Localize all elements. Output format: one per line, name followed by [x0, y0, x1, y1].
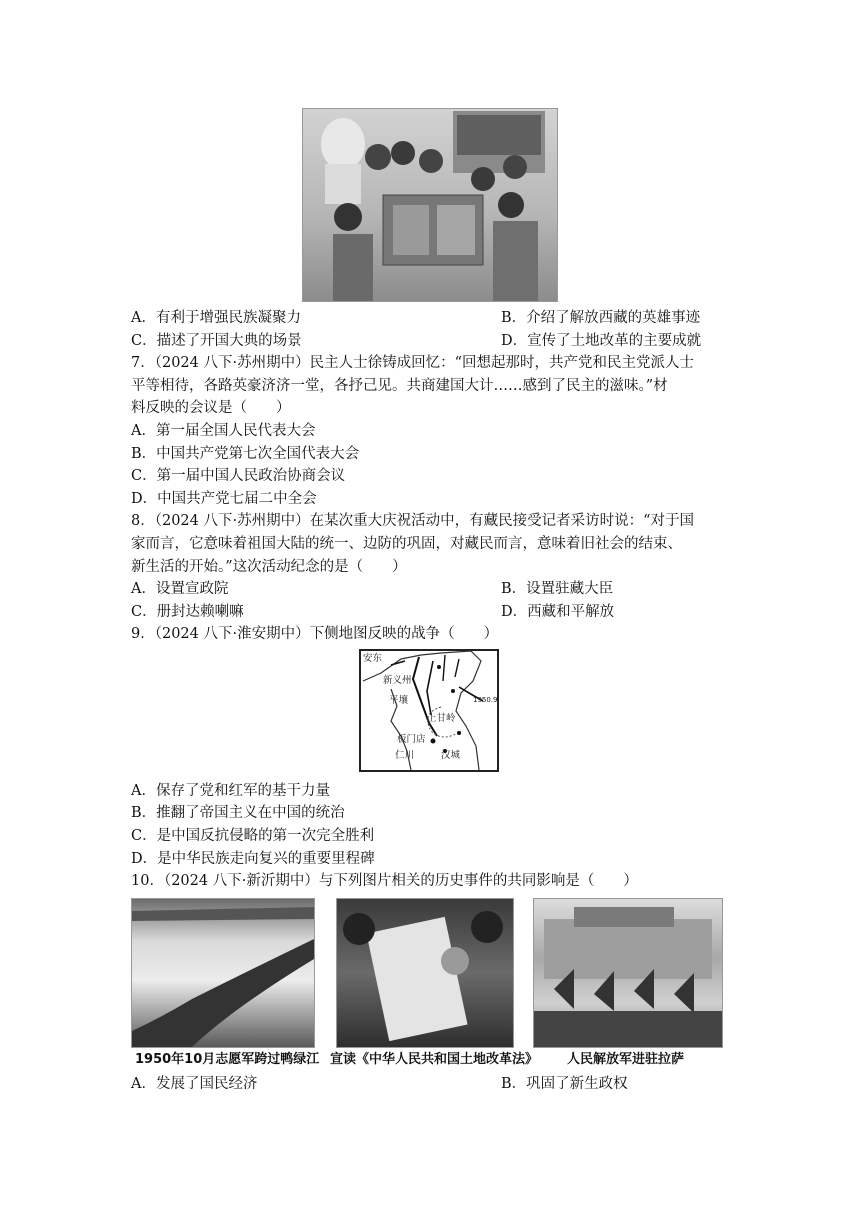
q6-poster-drawing	[303, 109, 557, 301]
q9-map-label-pingrang: 平壤	[389, 695, 409, 706]
q9-war-map	[359, 649, 499, 772]
q7-stem-line2: 平等相待，各路英豪济济一堂，各抒己见。共商建国大计……感到了民主的滋味。”材	[131, 378, 668, 394]
q6-option-b: B．介绍了解放西藏的英雄事迹	[501, 310, 701, 326]
q10-option-a: A．发展了国民经济	[131, 1076, 258, 1092]
q10-photo2-drawing	[337, 899, 513, 1047]
q9-option-b: B．推翻了帝国主义在中国的统治	[131, 805, 345, 821]
q10-photo-yalu-river	[131, 898, 315, 1048]
q9-map-label-renchuan: 仁川	[395, 750, 415, 761]
q9-map-label-shangganling: 上甘岭	[427, 713, 456, 724]
q10-stem: 10．（2024 八下·新沂期中）与下列图片相关的历史事件的共同影响是（ ）	[131, 873, 638, 889]
q7-stem-line1: 7．（2024 八下·苏州期中）民主人士徐铸成回忆：“回想起那时，共产党和民主党派人士	[131, 355, 695, 371]
q10-photo1-drawing	[132, 899, 314, 1047]
q9-map-drawing	[361, 651, 497, 770]
q8-option-b: B．设置驻藏大臣	[501, 581, 614, 597]
q9-map-label-andong: 安东	[363, 653, 383, 664]
q8-option-c: C．册封达赖喇嘛	[131, 604, 244, 620]
q10-caption-2: 宣读《中华人民共和国土地改革法》	[330, 1052, 539, 1067]
q6-option-c: C．描述了开国大典的场景	[131, 333, 302, 349]
q6-option-a: A．有利于增强民族凝聚力	[131, 310, 301, 326]
q10-caption-3: 人民解放军进驻拉萨	[567, 1052, 685, 1067]
q9-map-label-date: 1950.9	[473, 696, 498, 704]
q9-map-label-banmendian: 板门店	[397, 734, 426, 745]
q6-poster-image	[302, 108, 558, 302]
q7-option-d: D．中国共产党七届二中全会	[131, 491, 317, 507]
q10-photo-land-reform	[336, 898, 514, 1048]
q7-option-a: A．第一届全国人民代表大会	[131, 423, 316, 439]
q10-photo-lhasa	[533, 898, 723, 1048]
q9-option-c: C．是中国反抗侵略的第一次完全胜利	[131, 828, 375, 844]
q8-stem-line1: 8．（2024 八下·苏州期中）在某次重大庆祝活动中，有藏民接受记者采访时说：“对于国	[131, 513, 695, 529]
q7-stem-line3: 料反映的会议是（ ）	[131, 400, 291, 416]
q6-option-d: D．宣传了土地改革的主要成就	[501, 333, 702, 349]
q8-stem-line2: 家而言，它意味着祖国大陆的统一、边防的巩固，对藏民而言，意味着旧社会的结束、	[131, 536, 682, 552]
q8-option-d: D．西藏和平解放	[501, 604, 615, 620]
q8-stem-line3: 新生活的开始。”这次活动纪念的是（ ）	[131, 559, 407, 575]
q8-option-a: A．设置宣政院	[131, 581, 229, 597]
q10-photo3-drawing	[534, 899, 722, 1047]
q9-option-d: D．是中华民族走向复兴的重要里程碑	[131, 851, 375, 867]
q7-option-c: C．第一届中国人民政治协商会议	[131, 468, 346, 484]
q9-stem: 9．（2024 八下·淮安期中）下侧地图反映的战争（ ）	[131, 626, 499, 642]
q9-map-label-hancheng: 汉城	[441, 750, 461, 761]
q7-option-b: B．中国共产党第七次全国代表大会	[131, 446, 360, 462]
q10-option-b: B．巩固了新生政权	[501, 1076, 628, 1092]
q9-option-a: A．保存了党和红军的基干力量	[131, 783, 330, 799]
q9-map-label-xinyizhou: 新义州	[383, 675, 412, 686]
q10-caption-1: 1950年10月志愿军跨过鸭绿江	[135, 1052, 320, 1067]
